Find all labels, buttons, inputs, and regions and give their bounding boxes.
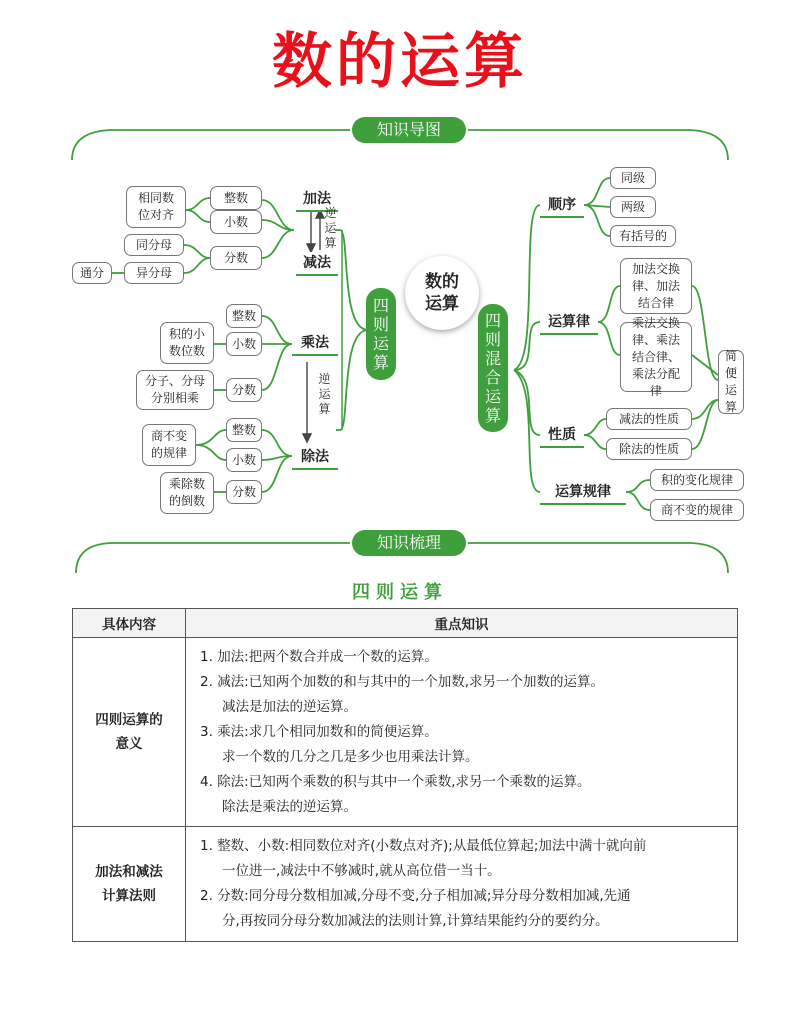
node-order: 顺序 (540, 194, 584, 218)
list-item: 3. 乘法:求几个相同加数和的简便运算。 (200, 723, 438, 740)
node-mul-laws: 乘法交换律、乘法结合律、乘法分配律 (620, 322, 692, 392)
node-props: 性质 (540, 424, 584, 448)
node-same-level: 同级 (610, 167, 656, 189)
table-row (73, 638, 738, 827)
col-header-content: 具体内容 (73, 609, 186, 638)
node-sub-prop: 减法的性质 (606, 408, 692, 430)
list-item: 4. 除法:已知两个乘数的积与其中一个乘数,求另一个乘数的运算。 (200, 773, 591, 790)
list-item: 除法是乘法的逆运算。 (222, 798, 357, 815)
node-div-prop: 除法的性质 (606, 438, 692, 460)
node-mul-frac-note: 分子、分母分别相乘 (136, 370, 214, 410)
node-two-level: 两级 (610, 196, 656, 218)
list-item: 2. 分数:同分母分数相加减,分母不变,分子相加减;异分母分数相加减,先通 (200, 888, 631, 904)
section-header-review: 知识梳理 (352, 530, 466, 556)
node-div: 除法 (292, 446, 338, 470)
table-row (73, 827, 738, 942)
inverse-label-2: 逆运算 (318, 372, 331, 416)
node-add-frac: 分数 (210, 246, 262, 270)
list-item: 一位进一,减法中不够减时,就从高位借一当十。 (222, 863, 501, 879)
node-diff-den: 异分母 (124, 262, 184, 284)
list-item: 1. 整数、小数:相同数位对齐(小数点对齐);从最低位算起;加法中满十就向前 (200, 838, 647, 854)
node-tongfen: 通分 (72, 262, 112, 284)
row-content-rules (186, 827, 738, 942)
list-item: 1. 加法:把两个数合并成一个数的运算。 (200, 648, 438, 665)
node-rules: 运算规律 (540, 481, 626, 505)
center-line1: 数的 (425, 272, 459, 292)
row-label-meaning: 四则运算的意义 (73, 638, 186, 827)
node-div-int: 整数 (226, 418, 262, 442)
node-mul-dec: 小数 (226, 332, 262, 356)
page-title: 数的运算 (272, 27, 528, 97)
col-header-knowledge: 重点知识 (186, 609, 738, 638)
node-add-dec: 小数 (210, 210, 262, 234)
hub-mixed-operations-label: 四则混合运算 (484, 311, 501, 425)
node-prod-rule: 积的变化规律 (650, 469, 744, 491)
table-header-row (73, 609, 738, 638)
list-item: 减法是加法的逆运算。 (222, 698, 357, 715)
row-label-rules: 加法和减法计算法则 (73, 827, 186, 942)
hub-mixed-operations (478, 304, 508, 432)
node-add-laws: 加法交换律、加法结合律 (620, 258, 692, 314)
node-align: 相同数位对齐 (126, 186, 186, 228)
node-div-frac: 分数 (226, 480, 262, 504)
knowledge-table (72, 608, 738, 942)
inverse-label-1: 逆运算 (324, 206, 337, 250)
hub-four-operations (366, 288, 396, 380)
list-item: 2. 减法:已知两个加数的和与其中的一个加数,求另一个加数的运算。 (200, 673, 605, 690)
node-mul-dec-note: 积的小数位数 (160, 322, 214, 364)
node-div-recip: 乘除数的倒数 (160, 472, 214, 514)
hub-four-operations-label: 四则运算 (372, 296, 389, 372)
node-sub: 减法 (296, 252, 338, 276)
node-mul-int: 整数 (226, 304, 262, 328)
node-simplify: 简便运算 (718, 350, 744, 414)
center-line2: 运算 (425, 294, 459, 314)
node-add: 加法 (296, 188, 338, 212)
row-content-meaning (186, 638, 738, 827)
node-div-rule: 商不变的规律 (142, 424, 196, 466)
list-item: 分,再按同分母分数加减法的法则计算,计算结果能约分的要约分。 (222, 913, 609, 929)
node-quot-rule: 商不变的规律 (650, 499, 744, 521)
node-laws: 运算律 (540, 311, 598, 335)
node-add-int: 整数 (210, 186, 262, 210)
node-mul: 乘法 (292, 332, 338, 356)
center-node (405, 256, 479, 330)
node-div-dec: 小数 (226, 448, 262, 472)
node-brackets: 有括号的 (610, 225, 676, 247)
section-header-mindmap: 知识导图 (352, 117, 466, 143)
node-same-den: 同分母 (124, 234, 184, 256)
list-item: 求一个数的几分之几是多少也用乘法计算。 (222, 748, 479, 765)
table-title: 四则运算 (352, 582, 448, 603)
node-mul-frac: 分数 (226, 378, 262, 402)
